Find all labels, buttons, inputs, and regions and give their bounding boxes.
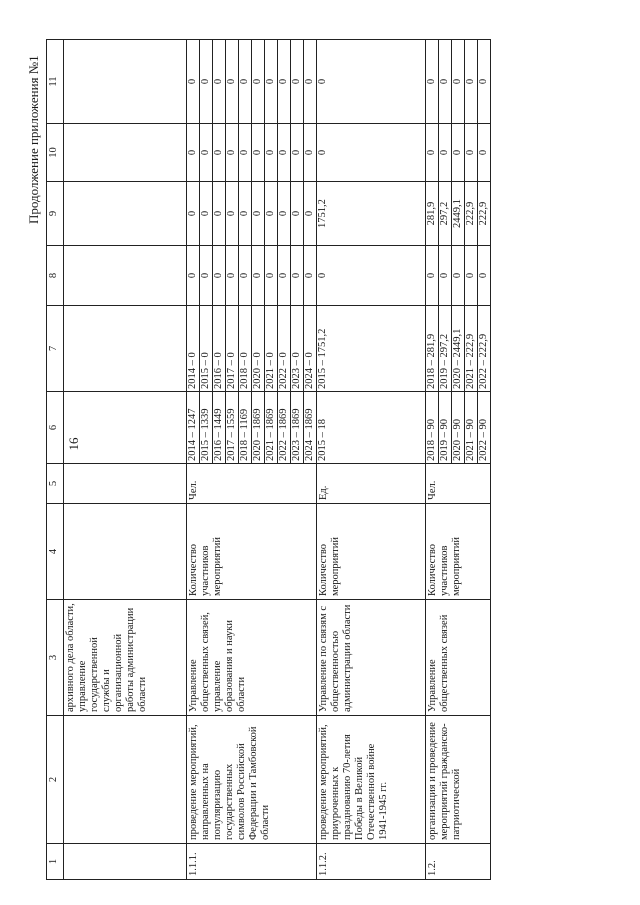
col9-value: 0: [265, 182, 278, 246]
finance-value: 2015 – 0: [200, 306, 213, 392]
column-header: 2: [47, 716, 64, 844]
col8-value: 0: [200, 246, 213, 306]
column-header: 5: [47, 464, 64, 504]
col11-value: 0: [439, 40, 452, 124]
measure-name: проведение мероприятий, приуроченных к празднованию 70-летия Победы в Великой Отечественной войне 1941-1945 гг.: [317, 716, 426, 844]
row-number: 1.1.2.: [317, 844, 426, 880]
finance-value: 2021 – 222,9: [465, 306, 478, 392]
column-header: 10: [47, 124, 64, 182]
target-value: 2020 – 1869: [252, 392, 265, 464]
target-value: 2020 – 90: [452, 392, 465, 464]
column-header: 11: [47, 40, 64, 124]
unit-cell: Ед.: [317, 464, 426, 504]
continuation-row: [64, 40, 187, 880]
target-value: 2023 – 1869: [291, 392, 304, 464]
col11-value: 0: [226, 40, 239, 124]
finance-value: 2018 – 281,9: [426, 306, 439, 392]
measure-name: организация и проведение мероприятий гражданско-патриотической: [426, 716, 491, 844]
row-number: 1.2.: [426, 844, 491, 880]
col11-value: 0: [278, 40, 291, 124]
col11-value: 0: [200, 40, 213, 124]
col8-value: 0: [291, 246, 304, 306]
target-value: 2021 – 90: [465, 392, 478, 464]
col8-value: 0: [317, 246, 426, 306]
indicator-cell: Количество участников мероприятий: [426, 504, 491, 600]
table-row: [187, 40, 200, 880]
column-header: 6: [47, 392, 64, 464]
measure-name: проведение мероприятий, направленных на популяризацию государственных символов Российской Федерации и Тамбовской области: [187, 716, 317, 844]
executor-cell: Управление общественных связей, управление образования и науки области: [187, 600, 317, 716]
finance-value: 2021 – 0: [265, 306, 278, 392]
target-value: 2014 – 1247: [187, 392, 200, 464]
row-number: 1.1.1.: [187, 844, 317, 880]
col11-value: 0: [465, 40, 478, 124]
col10-value: 0: [213, 124, 226, 182]
col10-value: 0: [278, 124, 291, 182]
col9-value: 0: [187, 182, 200, 246]
col10-value: 0: [465, 124, 478, 182]
col8-value: 0: [304, 246, 317, 306]
col8-value: 0: [187, 246, 200, 306]
col10-value: 0: [291, 124, 304, 182]
col11-value: 0: [291, 40, 304, 124]
finance-value: 2024 – 0: [304, 306, 317, 392]
finance-value: 2014 – 0: [187, 306, 200, 392]
col10-value: 0: [239, 124, 252, 182]
target-value: 2015 – 18: [317, 392, 426, 464]
finance-value: 2019 – 297,2: [439, 306, 452, 392]
col8-value: 0: [226, 246, 239, 306]
col10-value: 0: [452, 124, 465, 182]
unit-cell: Чел.: [426, 464, 491, 504]
col10-value: 0: [252, 124, 265, 182]
table-row: [426, 40, 439, 880]
col11-value: 0: [252, 40, 265, 124]
target-value: 2017 – 1559: [226, 392, 239, 464]
column-header: 9: [47, 182, 64, 246]
column-header: 3: [47, 600, 64, 716]
col11-value: 0: [239, 40, 252, 124]
col11-value: 0: [304, 40, 317, 124]
target-value: 2015 – 1339: [200, 392, 213, 464]
col10-value: 0: [439, 124, 452, 182]
col11-value: 0: [187, 40, 200, 124]
col10-value: 0: [317, 124, 426, 182]
executor-cell: Управление общественных связей: [426, 600, 491, 716]
col8-value: 0: [452, 246, 465, 306]
col10-value: 0: [304, 124, 317, 182]
target-value: 2018 – 90: [426, 392, 439, 464]
col8-value: 0: [439, 246, 452, 306]
target-value: 2016 – 1449: [213, 392, 226, 464]
col9-value: 222,9: [465, 182, 478, 246]
col10-value: 0: [187, 124, 200, 182]
target-value: 2024 – 1869: [304, 392, 317, 464]
appendix-title: Продолжение приложения №1: [26, 55, 41, 224]
col9-value: 0: [304, 182, 317, 246]
col8-value: 0: [465, 246, 478, 306]
table-row: [317, 40, 426, 880]
program-table-sheet: [46, 40, 606, 880]
finance-value: 2015 – 1751,2: [317, 306, 426, 392]
column-header: 4: [47, 504, 64, 600]
col8-value: 0: [478, 246, 491, 306]
finance-value: 2022 – 222,9: [478, 306, 491, 392]
col8-value: 0: [265, 246, 278, 306]
program-table: [46, 39, 491, 880]
column-header: 1: [47, 844, 64, 880]
page-number: 16: [66, 437, 81, 451]
col11-value: 0: [317, 40, 426, 124]
finance-value: 2018 – 0: [239, 306, 252, 392]
col10-value: 0: [226, 124, 239, 182]
col8-value: 0: [213, 246, 226, 306]
col10-value: 0: [265, 124, 278, 182]
col9-value: 281,9: [426, 182, 439, 246]
col9-value: 1751,2: [317, 182, 426, 246]
target-value: 2018 – 1169: [239, 392, 252, 464]
finance-value: 2016 – 0: [213, 306, 226, 392]
col8-value: 0: [426, 246, 439, 306]
col9-value: 297,2: [439, 182, 452, 246]
finance-value: 2023 – 0: [291, 306, 304, 392]
column-header: 7: [47, 306, 64, 392]
col8-value: 0: [239, 246, 252, 306]
target-value: 2019 – 90: [439, 392, 452, 464]
col9-value: 0: [226, 182, 239, 246]
col11-value: 0: [213, 40, 226, 124]
column-number-row: [47, 40, 64, 880]
target-value: 2022 – 90: [478, 392, 491, 464]
indicator-cell: Количество участников мероприятий: [187, 504, 317, 600]
col11-value: 0: [452, 40, 465, 124]
col9-value: 0: [239, 182, 252, 246]
col8-value: 0: [252, 246, 265, 306]
column-header: 8: [47, 246, 64, 306]
finance-value: 2017 – 0: [226, 306, 239, 392]
indicator-cell: Количество мероприятий: [317, 504, 426, 600]
col11-value: 0: [478, 40, 491, 124]
col11-value: 0: [265, 40, 278, 124]
col9-value: 0: [278, 182, 291, 246]
col10-value: 0: [426, 124, 439, 182]
col9-value: 2449,1: [452, 182, 465, 246]
unit-cell: Чел.: [187, 464, 317, 504]
col10-value: 0: [478, 124, 491, 182]
col9-value: 0: [213, 182, 226, 246]
target-value: 2021 – 1869: [265, 392, 278, 464]
col9-value: 0: [200, 182, 213, 246]
executor-cell: архивного дела области, управление государственной службы и организационной работы администрации области: [64, 600, 187, 716]
executor-cell: Управление по связям с общественностью администрации области: [317, 600, 426, 716]
col9-value: 222,9: [478, 182, 491, 246]
col11-value: 0: [426, 40, 439, 124]
col10-value: 0: [200, 124, 213, 182]
col8-value: 0: [278, 246, 291, 306]
finance-value: 2020 – 0: [252, 306, 265, 392]
finance-value: 2020 – 2449,1: [452, 306, 465, 392]
finance-value: 2022 – 0: [278, 306, 291, 392]
col9-value: 0: [252, 182, 265, 246]
target-value: 2022 – 1869: [278, 392, 291, 464]
col9-value: 0: [291, 182, 304, 246]
